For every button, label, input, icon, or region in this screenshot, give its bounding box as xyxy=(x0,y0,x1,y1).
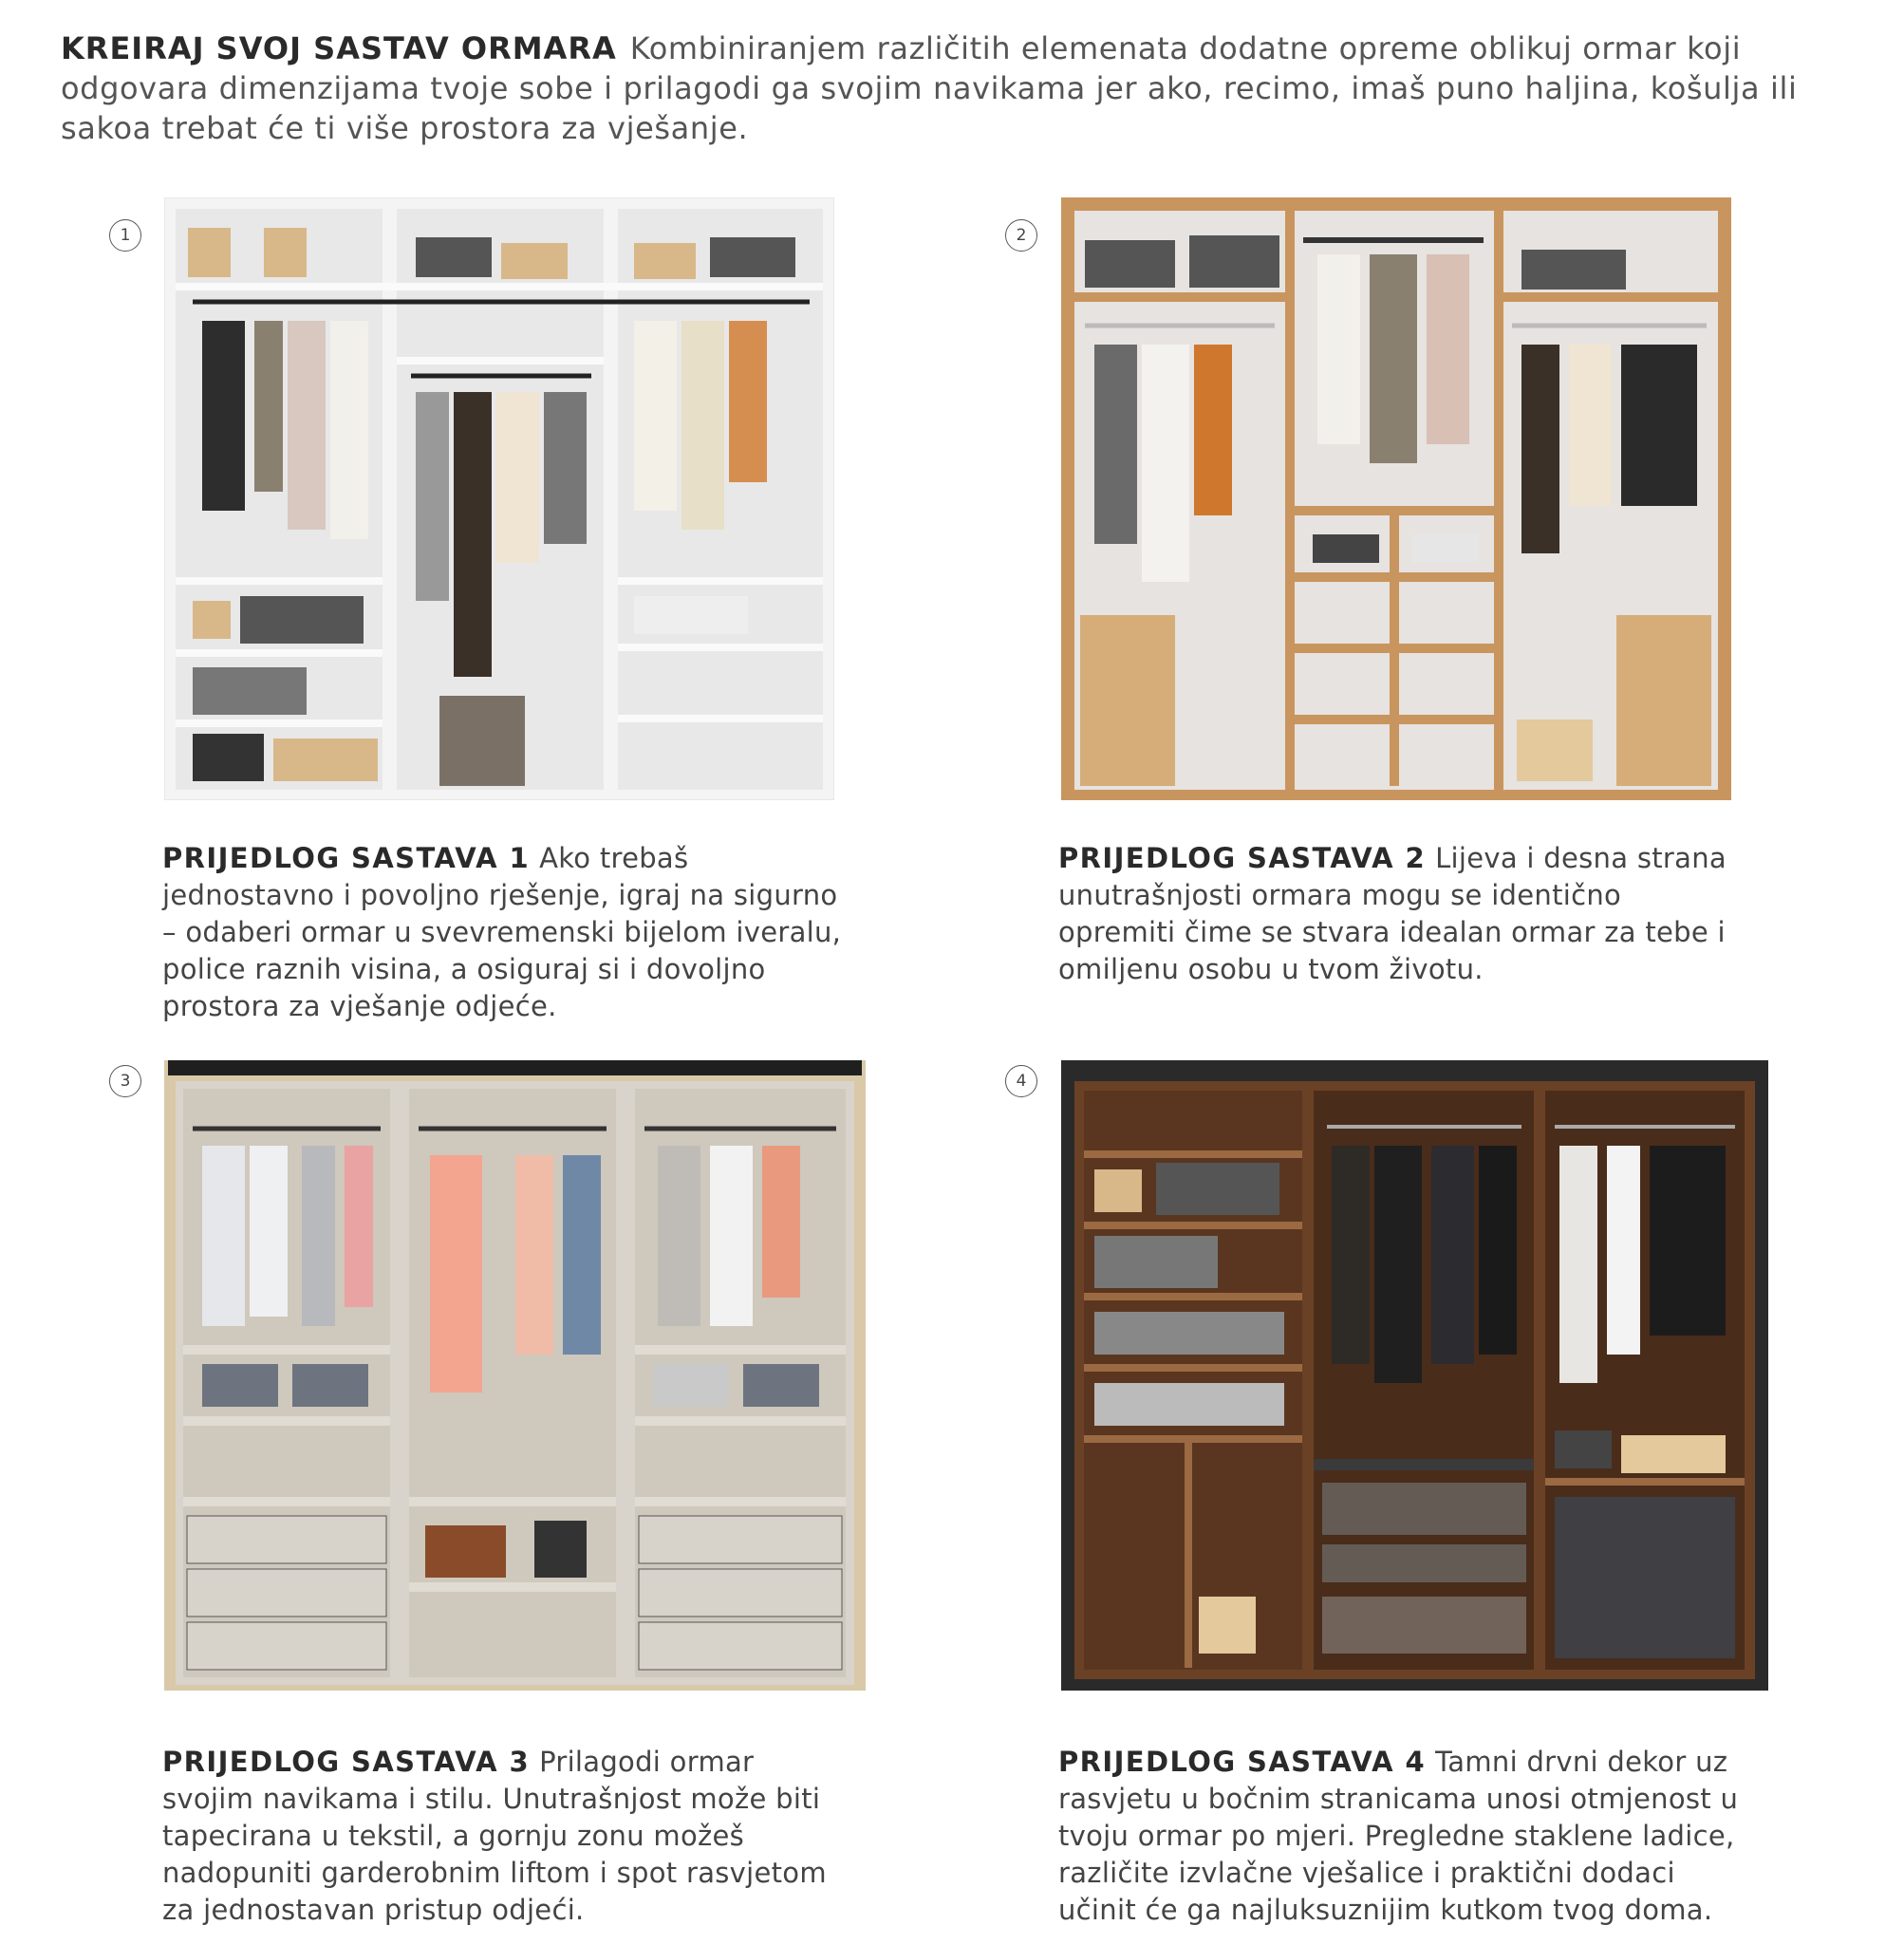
intro-heading: KREIRAJ SVOJ SASTAV ORMARA xyxy=(61,30,617,66)
proposal-number-4: 4 xyxy=(1005,1065,1037,1097)
proposal-number-1: 1 xyxy=(109,219,141,252)
proposal-number-2: 2 xyxy=(1005,219,1037,252)
proposal-caption-1 xyxy=(162,840,846,1025)
wardrobe-image-1 xyxy=(164,197,834,800)
intro-text: Kombiniranjem različitih elemenata dodatne opreme oblikuj ormar koji odgovara dimenzijama tvoje sobe i prilagodi ga svojim navikama jer ako, recimo, imaš puno haljina, košulja ili sakoa trebat će ti više prostora za vješanje. xyxy=(61,30,1798,146)
wardrobe-image-2 xyxy=(1061,197,1731,800)
proposal-title-4: PRIJEDLOG SASTAVA 4 xyxy=(1058,1746,1427,1778)
wardrobe-image-4 xyxy=(1061,1060,1768,1691)
proposal-text-1: Ako trebaš jednostavno i povoljno rješenje, igraj na sigurno – odaberi ormar u svevremenski bijelom iveralu, police raznih visina, a osiguraj si i dovoljno prostora za vješanje odjeće. xyxy=(162,842,842,1022)
proposal-text-2: Lijeva i desna strana unutrašnjosti ormara mogu se identično opremiti čime se stvara idealan ormar za tebe i omiljenu osobu u tvom životu. xyxy=(1058,842,1727,985)
proposal-caption-4 xyxy=(1058,1744,1742,1929)
proposal-caption-2 xyxy=(1058,840,1742,988)
wardrobe-image-3 xyxy=(164,1060,866,1691)
proposal-number-3: 3 xyxy=(109,1065,141,1097)
intro-paragraph xyxy=(61,28,1855,148)
proposal-title-2: PRIJEDLOG SASTAVA 2 xyxy=(1058,842,1427,874)
proposal-title-1: PRIJEDLOG SASTAVA 1 xyxy=(162,842,531,874)
proposal-text-4: Tamni drvni dekor uz rasvjetu u bočnim stranicama unosi otmjenost u tvoju ormar po mjeri. Pregledne staklene ladice, različite izvlačne vješalice i praktični dodaci učinit će ga najluksuznijim kutkom tvog doma. xyxy=(1058,1746,1739,1926)
proposal-caption-3 xyxy=(162,1744,846,1929)
proposal-text-3: Prilagodi ormar svojim navikama i stilu. Unutrašnjost može biti tapecirana u tekstil, a gornju zonu možeš nadopuniti garderobnim liftom i spot rasvjetom za jednostavan pristup odjeći. xyxy=(162,1746,827,1926)
proposal-title-3: PRIJEDLOG SASTAVA 3 xyxy=(162,1746,531,1778)
